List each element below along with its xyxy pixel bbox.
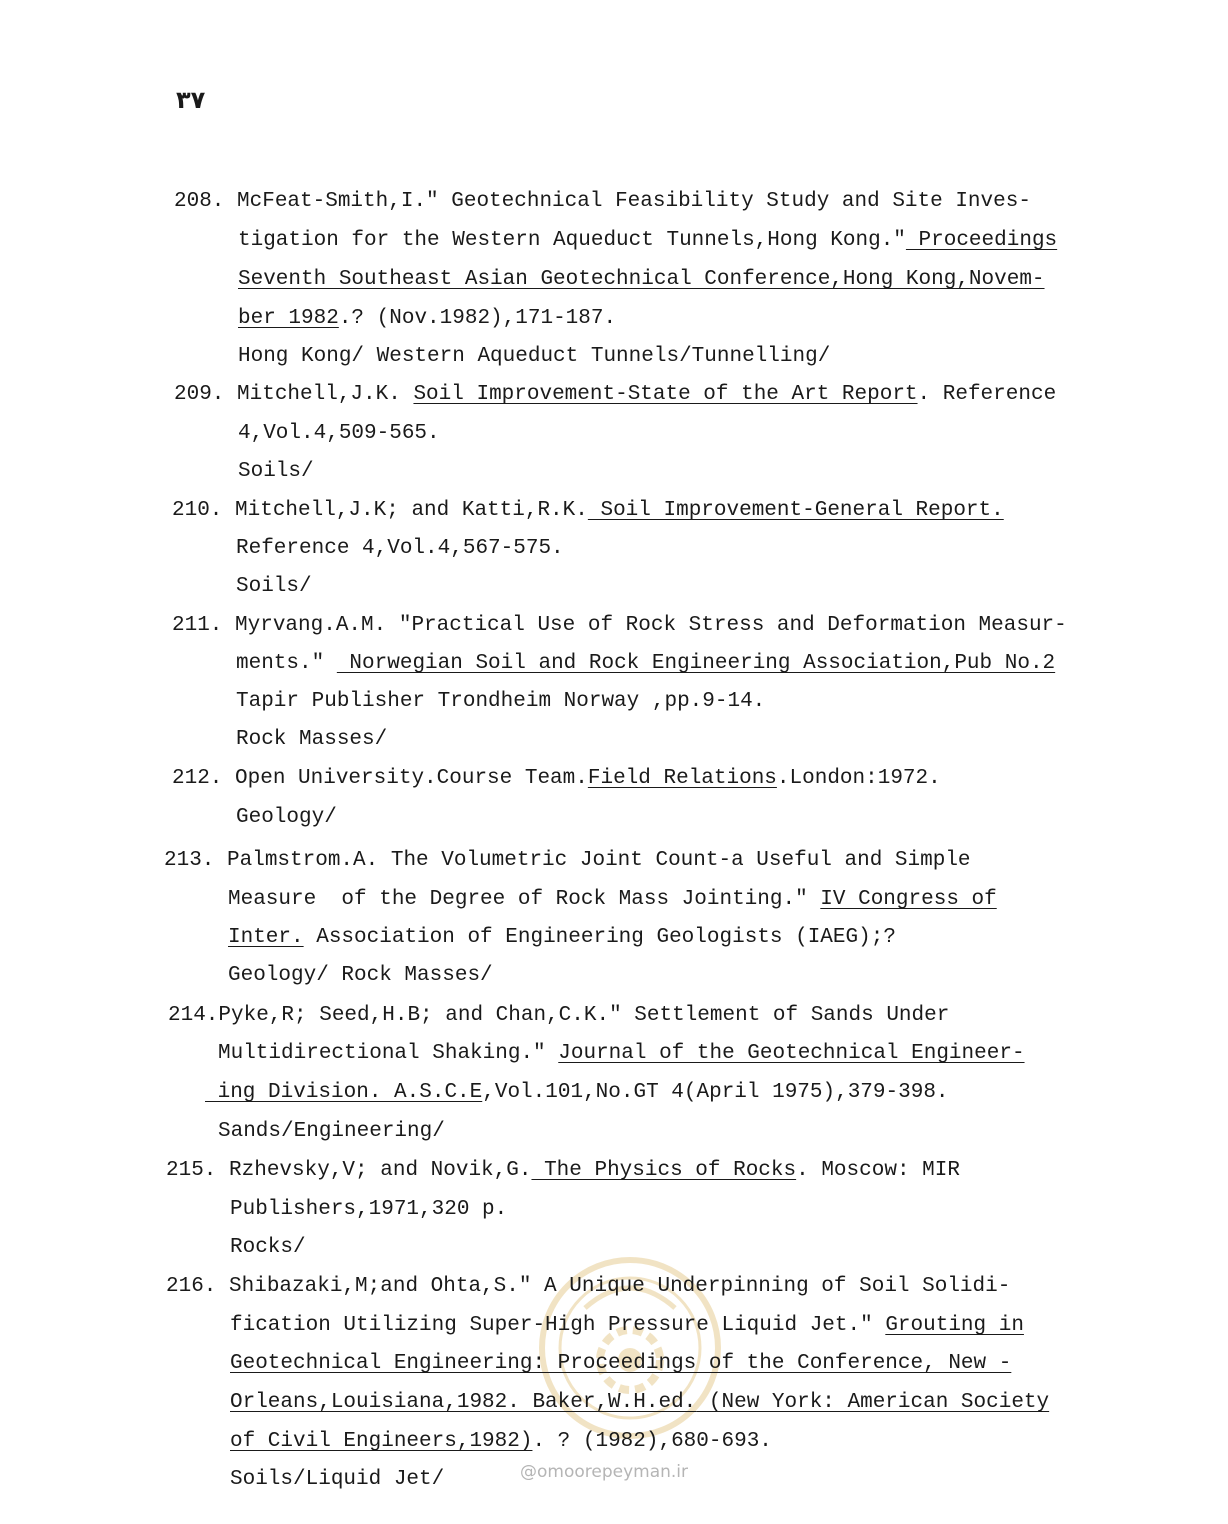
- ref-source-title: The Physics of Rocks: [531, 1159, 797, 1182]
- ref-216-line-5: [230, 1427, 772, 1457]
- ref-source-title: Norwegian Soil and Rock Engineering Association,Pub No.2: [336, 652, 1056, 675]
- ref-215-keywords: [230, 1233, 306, 1263]
- ref-keywords: Soils/: [236, 575, 312, 598]
- page-number: ۳۷: [176, 86, 206, 114]
- ref-text: Publishers,1971,320 p.: [230, 1198, 508, 1221]
- ref-208-line-4: [238, 304, 616, 334]
- ref-text: ,Vol.101,No.GT 4(April 1975),379-398.: [482, 1081, 949, 1104]
- ref-text: .London:1972.: [776, 767, 941, 790]
- ref-text: 4,Vol.4,509-565.: [238, 422, 440, 445]
- ref-keywords: Soils/Liquid Jet/: [230, 1468, 445, 1491]
- ref-text: . ? (1982),680-693.: [532, 1430, 772, 1453]
- ref-text: Reference 4,Vol.4,567-575.: [236, 537, 564, 560]
- ref-keywords: Soils/: [238, 460, 314, 483]
- ref-214-keywords: [218, 1117, 445, 1147]
- ref-keywords: Geology/: [236, 806, 337, 829]
- ref-text: 210. Mitchell,J.K; and Katti,R.K.: [172, 499, 588, 522]
- ref-211-keywords: [236, 725, 387, 755]
- ref-text: .? (Nov.1982),171-187.: [338, 307, 617, 330]
- ref-text: 208. McFeat-Smith,I." Geotechnical Feasibility Study and Site Inves-: [174, 190, 1031, 213]
- ref-209-keywords: [238, 457, 314, 487]
- ref-text: Measure of the Degree of Rock Mass Jointing.": [228, 888, 821, 911]
- ref-216-line-1: [166, 1272, 1010, 1302]
- ref-source-title: ing Division. A.S.C.E: [205, 1081, 483, 1104]
- ref-text: 211. Myrvang.A.M. "Practical Use of Rock Stress and Deformation Measur-: [172, 614, 1067, 637]
- ref-210-keywords: [236, 572, 312, 602]
- ref-213-line-2: [228, 885, 997, 915]
- ref-source-title: Soil Improvement-General Report.: [587, 499, 1004, 522]
- watermark-text: @omoorepeyman.ir: [520, 1462, 689, 1482]
- ref-source-title: Grouting in: [885, 1314, 1024, 1337]
- ref-209-line-2: [238, 419, 440, 449]
- ref-source-title: ber 1982: [238, 307, 339, 330]
- ref-208-keywords: [238, 342, 830, 372]
- ref-210-line-1: [172, 496, 1004, 526]
- ref-216-line-3: [230, 1349, 1011, 1379]
- ref-text: 209. Mitchell,J.K.: [174, 383, 414, 406]
- ref-source-title: Orleans,Louisiana,1982. Baker,W.H.ed.: [230, 1391, 697, 1414]
- ref-keywords: Rock Masses/: [236, 728, 388, 751]
- ref-source-title: Soil Improvement-State of the Art Report: [413, 383, 918, 406]
- ref-214-line-1: [168, 1001, 949, 1031]
- ref-216-line-2: [230, 1311, 1024, 1341]
- ref-208-line-1: [174, 187, 1031, 217]
- ref-210-line-2: [236, 534, 564, 564]
- ref-213-line-3: [228, 923, 896, 953]
- ref-209-line-1: [174, 380, 1056, 410]
- ref-source-title: of Civil Engineers,1982): [230, 1430, 533, 1453]
- ref-source-title: Geotechnical Engineering: Proceedings of the Conference, New -: [230, 1352, 1012, 1375]
- ref-213-keywords: [228, 961, 493, 991]
- ref-source-title: Seventh Southeast Asian Geotechnical Conference,Hong Kong,Novem-: [238, 268, 1045, 291]
- ref-212-line-1: [172, 764, 941, 794]
- ref-text: 216. Shibazaki,M;and Ohta,S." A Unique Underpinning of Soil Solidi-: [166, 1275, 1011, 1298]
- ref-211-line-2: [236, 649, 1055, 679]
- ref-text: Tapir Publisher Trondheim Norway ,pp.9-14.: [236, 690, 766, 713]
- ref-keywords: Sands/Engineering/: [218, 1120, 445, 1143]
- ref-text: 215. Rzhevsky,V; and Novik,G.: [166, 1159, 532, 1182]
- ref-source-title: Proceedings: [905, 229, 1058, 252]
- ref-216-keywords: [230, 1465, 444, 1495]
- ref-text: ments.": [236, 652, 337, 675]
- ref-source-title: Inter.: [228, 926, 304, 949]
- ref-text: . Moscow: MIR: [796, 1159, 960, 1182]
- ref-214-line-2: [218, 1039, 1025, 1069]
- ref-source-title: Field Relations: [587, 767, 777, 790]
- ref-text: . Reference: [917, 383, 1057, 406]
- ref-keywords: Geology/ Rock Masses/: [228, 964, 493, 987]
- ref-text: Association of Engineering Geologists (IAEG);?: [303, 926, 896, 949]
- ref-text: 213. Palmstrom.A. The Volumetric Joint Count-a Useful and Simple: [164, 849, 971, 872]
- ref-211-line-3: [236, 687, 765, 717]
- ref-source-title: IV Congress of: [820, 888, 997, 911]
- ref-text: fication Utilizing Super-High Pressure Liquid Jet.": [230, 1314, 886, 1337]
- ref-215-line-1: [166, 1156, 960, 1186]
- ref-215-line-2: [230, 1195, 507, 1225]
- ref-keywords: Hong Kong/ Western Aqueduct Tunnels/Tunnelling/: [238, 345, 831, 368]
- ref-213-line-1: [164, 846, 971, 876]
- ref-212-keywords: [236, 803, 337, 833]
- ref-text: 212. Open University.Course Team.: [172, 767, 588, 790]
- ref-text: 214.Pyke,R; Seed,H.B; and Chan,C.K." Settlement of Sands Under: [168, 1004, 950, 1027]
- ref-208-line-2: [238, 226, 1057, 256]
- ref-keywords: Rocks/: [230, 1236, 306, 1259]
- ref-211-line-1: [172, 611, 1067, 641]
- ref-text: Multidirectional Shaking.": [218, 1042, 559, 1065]
- ref-214-line-3: [205, 1078, 949, 1108]
- ref-source-title: (New York: American Society: [696, 1391, 1050, 1414]
- ref-216-line-4: [230, 1388, 1049, 1418]
- ref-text: tigation for the Western Aqueduct Tunnels,Hong Kong.": [238, 229, 906, 252]
- ref-source-title: Journal of the Geotechnical Engineer-: [558, 1042, 1025, 1065]
- ref-208-line-3: [238, 265, 1045, 295]
